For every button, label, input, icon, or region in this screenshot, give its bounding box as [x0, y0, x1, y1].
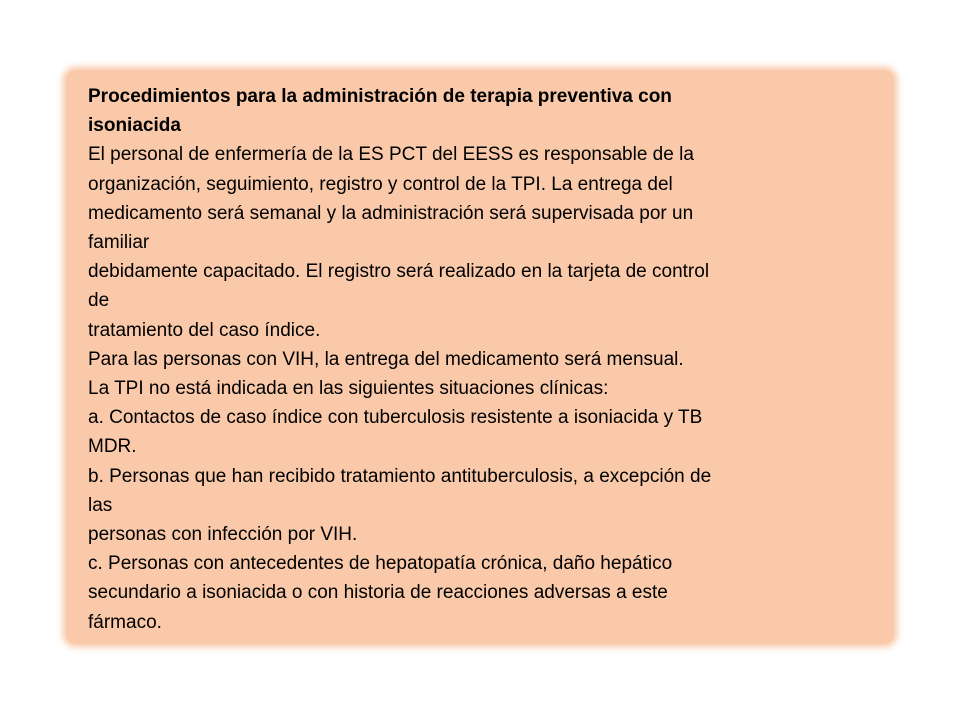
body-line: Para las personas con VIH, la entrega del medicamento será mensual.: [88, 348, 684, 370]
list-item-a-continuation: MDR.: [88, 436, 137, 458]
text-content: [88, 82, 878, 637]
list-item-b: b. Personas que han recibido tratamiento antituberculosis, a excepción de: [88, 465, 712, 487]
body-line: debidamente capacitado. El registro será realizado en la tarjeta de control: [88, 261, 710, 283]
list-item-c: c. Personas con antecedentes de hepatopatía crónica, daño hepático: [88, 553, 673, 575]
list-item-b-continuation: personas con infección por VIH.: [88, 524, 358, 546]
list-item-c-continuation: fármaco.: [88, 611, 162, 633]
list-item-c-continuation: secundario a isoniacida o con historia de reacciones adversas a este: [88, 582, 668, 604]
list-item-b-continuation: las: [88, 494, 113, 516]
body-line: medicamento será semanal y la administración será supervisada por un: [88, 202, 694, 224]
title-line: isoniacida: [88, 115, 181, 137]
body-line: organización, seguimiento, registro y control de la TPI. La entrega del: [88, 173, 673, 195]
body-line: La TPI no está indicada en las siguientes situaciones clínicas:: [88, 378, 609, 400]
list-item-a: a. Contactos de caso índice con tuberculosis resistente a isoniacida y TB: [88, 407, 703, 429]
body-line: familiar: [88, 232, 150, 254]
title-line: Procedimientos para la administración de terapia preventiva con: [88, 86, 672, 107]
body-line: de: [88, 290, 110, 312]
body-line: tratamiento del caso índice.: [88, 319, 321, 341]
body-line: El personal de enfermería de la ES PCT del EESS es responsable de la: [88, 144, 694, 166]
